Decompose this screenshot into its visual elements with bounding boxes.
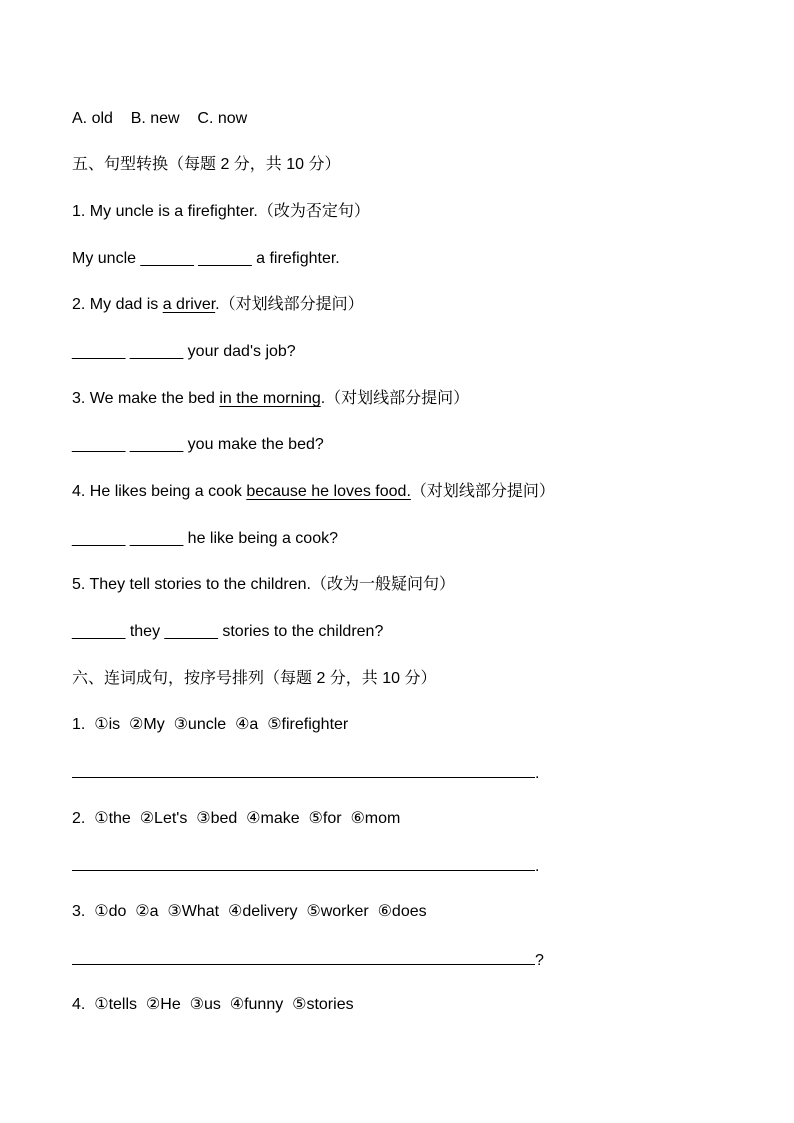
s5-question-5: 5. They tell stories to the children.（改为一般疑问句）	[72, 576, 455, 593]
section-6-heading: 六、连词成句，按序号排列（每题 2 分，共 10 分）	[72, 670, 437, 687]
q3-text-after: .（对划线部分提问）	[320, 390, 470, 407]
q2-text-after: .（对划线部分提问）	[215, 296, 364, 313]
s5-question-4	[72, 481, 555, 503]
section-5-heading: 五、句型转换（每题 2 分，共 10 分）	[72, 156, 341, 173]
q3-underlined-text: in the morning	[219, 390, 321, 407]
q2-underlined-text: a driver	[162, 296, 216, 313]
q4-text-after: （对划线部分提问）	[410, 483, 555, 500]
answer-end-punctuation: ?	[535, 952, 544, 969]
q3-text-before: 3. We make the bed	[72, 390, 220, 407]
s5-question-1: 1. My uncle is a firefighter.（改为否定句）	[72, 203, 370, 220]
options-row: A. old B. new C. now	[72, 110, 248, 127]
s5-answer-5: ______ they ______ stories to the children?	[72, 623, 384, 640]
answer-blank-line	[72, 854, 535, 871]
s5-answer-2: ______ ______ your dad's job?	[72, 343, 296, 360]
s5-answer-3: ______ ______ you make the bed?	[72, 436, 324, 453]
s5-question-2	[72, 294, 364, 316]
q4-underlined-text: because he loves food.	[246, 483, 411, 500]
q4-text-before: 4. He likes being a cook	[72, 483, 247, 500]
s6-question-2: 2. ①the ②Let's ③bed ④make ⑤for ⑥mom	[72, 810, 401, 827]
s5-answer-1: My uncle ______ ______ a firefighter.	[72, 250, 340, 267]
s6-answer-line-2	[72, 854, 539, 876]
q2-text-before: 2. My dad is	[72, 296, 163, 313]
s5-question-3	[72, 388, 469, 410]
answer-end-punctuation: .	[535, 765, 540, 782]
s6-answer-line-3	[72, 948, 544, 970]
s5-answer-4: ______ ______ he like being a cook?	[72, 530, 338, 547]
s6-answer-line-1	[72, 761, 539, 783]
s6-question-3: 3. ①do ②a ③What ④delivery ⑤worker ⑥does	[72, 903, 427, 920]
s6-question-4: 4. ①tells ②He ③us ④funny ⑤stories	[72, 996, 354, 1013]
s6-question-1: 1. ①is ②My ③uncle ④a ⑤firefighter	[72, 716, 349, 733]
answer-end-punctuation: .	[535, 858, 540, 875]
answer-blank-line	[72, 948, 535, 965]
answer-blank-line	[72, 761, 535, 778]
